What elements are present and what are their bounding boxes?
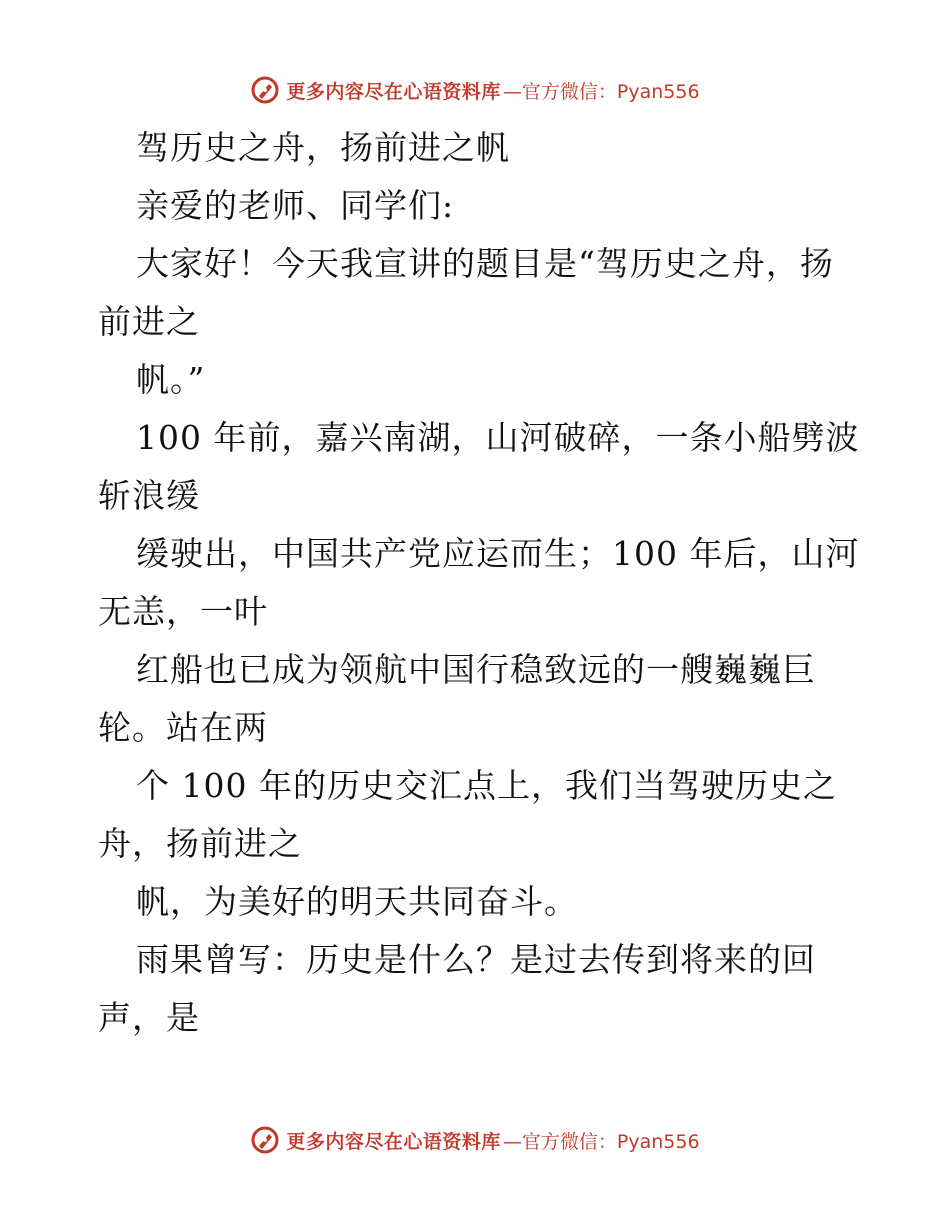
footer-banner (0, 1120, 950, 1160)
doc-line: 轮。站在两 (98, 708, 268, 747)
doc-title: 驾历史之舟，扬前进之帆 (136, 128, 510, 167)
doc-line: 帆。” (136, 360, 206, 399)
footer-brand-text: 更多内容尽在心语资料库 (286, 1130, 501, 1153)
doc-line: 雨果曾写：历史是什么？是过去传到将来的回 (136, 940, 816, 979)
doc-line: 红船也已成为领航中国行稳致远的一艘巍巍巨 (136, 650, 816, 689)
doc-line: 前进之 (98, 302, 200, 341)
footer-wechat-text: —官方微信：Pyan556 (502, 1130, 700, 1153)
pen-nib-circle-icon (250, 1125, 280, 1155)
doc-line: 个 100 年的历史交汇点上，我们当驾驶历史之 (136, 766, 837, 805)
header-wechat-text: —官方微信：Pyan556 (502, 80, 700, 103)
doc-line: 帆，为美好的明天共同奋斗。 (136, 882, 578, 921)
doc-line: 舟，扬前进之 (98, 824, 302, 863)
header-brand-text: 更多内容尽在心语资料库 (286, 80, 501, 103)
doc-line: 缓驶出，中国共产党应运而生；100 年后，山河 (136, 534, 860, 573)
doc-line: 无恙，一叶 (98, 592, 268, 631)
doc-line: 100 年前，嘉兴南湖，山河破碎，一条小船劈波 (136, 418, 860, 457)
doc-line: 声，是 (98, 998, 200, 1037)
doc-line: 斩浪缓 (98, 476, 200, 515)
doc-line: 大家好！今天我宣讲的题目是“驾历史之舟，扬 (136, 244, 834, 283)
doc-salutation: 亲爱的老师、同学们: (136, 186, 455, 225)
